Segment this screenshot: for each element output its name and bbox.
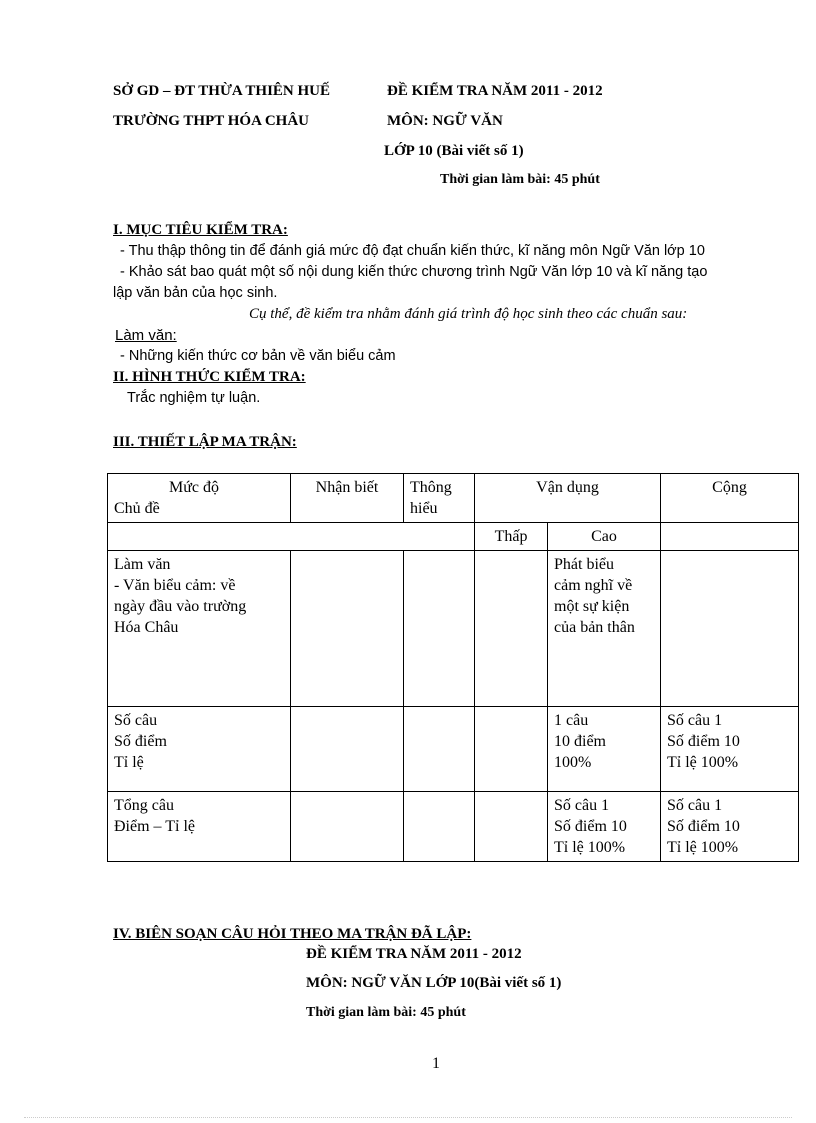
header-low: Thấp: [475, 523, 548, 551]
header-know: Nhận biết: [291, 474, 404, 523]
row3-total-line3: Tỉ lệ 100%: [667, 839, 739, 856]
row1-topic-line1: Làm văn: [114, 556, 171, 573]
section-2-title: II. HÌNH THỨC KIỂM TRA:: [113, 369, 306, 385]
header-topic: Chủ đề: [114, 500, 160, 517]
row2-know: [291, 707, 404, 792]
exam-grade: LỚP 10 (Bài viết số 1): [384, 143, 524, 159]
assessment-matrix-table: [107, 473, 799, 862]
row2-high-line3: 100%: [554, 754, 592, 771]
lam-van-subhead: Làm văn:: [115, 327, 177, 344]
row2-high-line1: 1 câu: [554, 712, 589, 729]
subheader-total-empty: [661, 523, 799, 551]
exam-format-text: Trắc nghiệm tự luận.: [127, 390, 261, 406]
header-understand-line2: hiểu: [410, 500, 438, 517]
objective-line-3: lập văn bản của học sinh.: [113, 285, 278, 301]
row2-high: [548, 707, 661, 792]
row3-low: [475, 792, 548, 862]
department-name: SỞ GD – ĐT THỪA THIÊN HUẾ: [113, 83, 331, 99]
header-level: Mức độ: [169, 479, 219, 496]
row1-total: [661, 551, 799, 707]
row1-topic-line4: Hóa Châu: [114, 619, 179, 636]
section-4-subject: MÔN: NGỮ VĂN LỚP 10(Bài viết số 1): [306, 975, 562, 991]
section-3-title: III. THIẾT LẬP MA TRẬN:: [113, 434, 297, 450]
row1-high-line3: một sự kiện: [554, 598, 630, 615]
objective-line-1: - Thu thập thông tin để đánh giá mức độ đạt chuẩn kiến thức, kĩ năng môn Ngữ Văn lớp 10: [120, 243, 705, 259]
row2-low: [475, 707, 548, 792]
row1-high-line2: cảm nghĩ về: [554, 577, 633, 594]
exam-subject: MÔN: NGỮ VĂN: [387, 113, 503, 129]
row1-know: [291, 551, 404, 707]
row2-label: [108, 707, 291, 792]
row1-low: [475, 551, 548, 707]
table-subheader-row: [108, 523, 799, 551]
row1-topic-line2: - Văn biểu cảm: về: [114, 577, 236, 594]
row3-label-line2: Điểm – Tỉ lệ: [114, 818, 196, 835]
row3-understand: [404, 792, 475, 862]
row3-high-line2: Số điểm 10: [554, 818, 627, 835]
row3-know: [291, 792, 404, 862]
row1-topic: [108, 551, 291, 707]
row2-total-line2: Số điểm 10: [667, 733, 740, 750]
row2-total-line1: Số câu 1: [667, 712, 723, 729]
row3-total-line1: Số câu 1: [667, 797, 723, 814]
header-total: Cộng: [661, 474, 799, 523]
section-1-title: I. MỤC TIÊU KIỂM TRA:: [113, 222, 288, 238]
subheader-empty: [108, 523, 475, 551]
row3-label: [108, 792, 291, 862]
page-bottom-divider: [24, 1117, 792, 1118]
row3-total: [661, 792, 799, 862]
school-name: TRƯỜNG THPT HÓA CHÂU: [113, 113, 309, 129]
section-4-time: Thời gian làm bài: 45 phút: [306, 1005, 466, 1020]
row3-total-line2: Số điểm 10: [667, 818, 740, 835]
table-row: [108, 707, 799, 792]
section-4-exam-title: ĐỀ KIỂM TRA NĂM 2011 - 2012: [306, 946, 522, 962]
row3-label-line1: Tổng câu: [114, 797, 174, 814]
header-understand-line1: Thông: [410, 479, 452, 496]
row3-high: [548, 792, 661, 862]
row2-total-line3: Tỉ lệ 100%: [667, 754, 739, 771]
table-header-row: [108, 474, 799, 523]
row1-high: [548, 551, 661, 707]
header-cell-level-topic: [108, 474, 291, 523]
objective-line-2: - Khảo sát bao quát một số nội dung kiến thức chương trình Ngữ Văn lớp 10 và kĩ năng tạo: [120, 264, 708, 280]
header-understand: [404, 474, 475, 523]
row2-label-line3: Tỉ lệ: [114, 754, 144, 771]
table-row: [108, 551, 799, 707]
row1-understand: [404, 551, 475, 707]
row2-total: [661, 707, 799, 792]
exam-title: ĐỀ KIỂM TRA NĂM 2011 - 2012: [387, 83, 603, 99]
exam-time: Thời gian làm bài: 45 phút: [440, 172, 600, 187]
table-row: [108, 792, 799, 862]
row1-topic-line3: ngày đầu vào trường: [114, 598, 247, 615]
row1-high-line1: Phát biểu: [554, 556, 614, 573]
header-high: Cao: [548, 523, 661, 551]
row2-label-line2: Số điểm: [114, 733, 167, 750]
section-4-title: IV. BIÊN SOẠN CÂU HỎI THEO MA TRẬN ĐÃ LẬP:: [113, 926, 472, 942]
row2-high-line2: 10 điểm: [554, 733, 606, 750]
row2-label-line1: Số câu: [114, 712, 158, 729]
page-number: 1: [432, 1055, 440, 1072]
objective-italic-note: Cụ thể, đề kiểm tra nhằm đánh giá trình độ học sinh theo các chuẩn sau:: [249, 306, 688, 322]
row3-high-line3: Tỉ lệ 100%: [554, 839, 626, 856]
row2-understand: [404, 707, 475, 792]
lam-van-item: - Những kiến thức cơ bản về văn biểu cảm: [120, 348, 396, 364]
row1-high-line4: của bản thân: [554, 619, 635, 636]
header-apply: Vận dụng: [475, 474, 661, 523]
row3-high-line1: Số câu 1: [554, 797, 610, 814]
